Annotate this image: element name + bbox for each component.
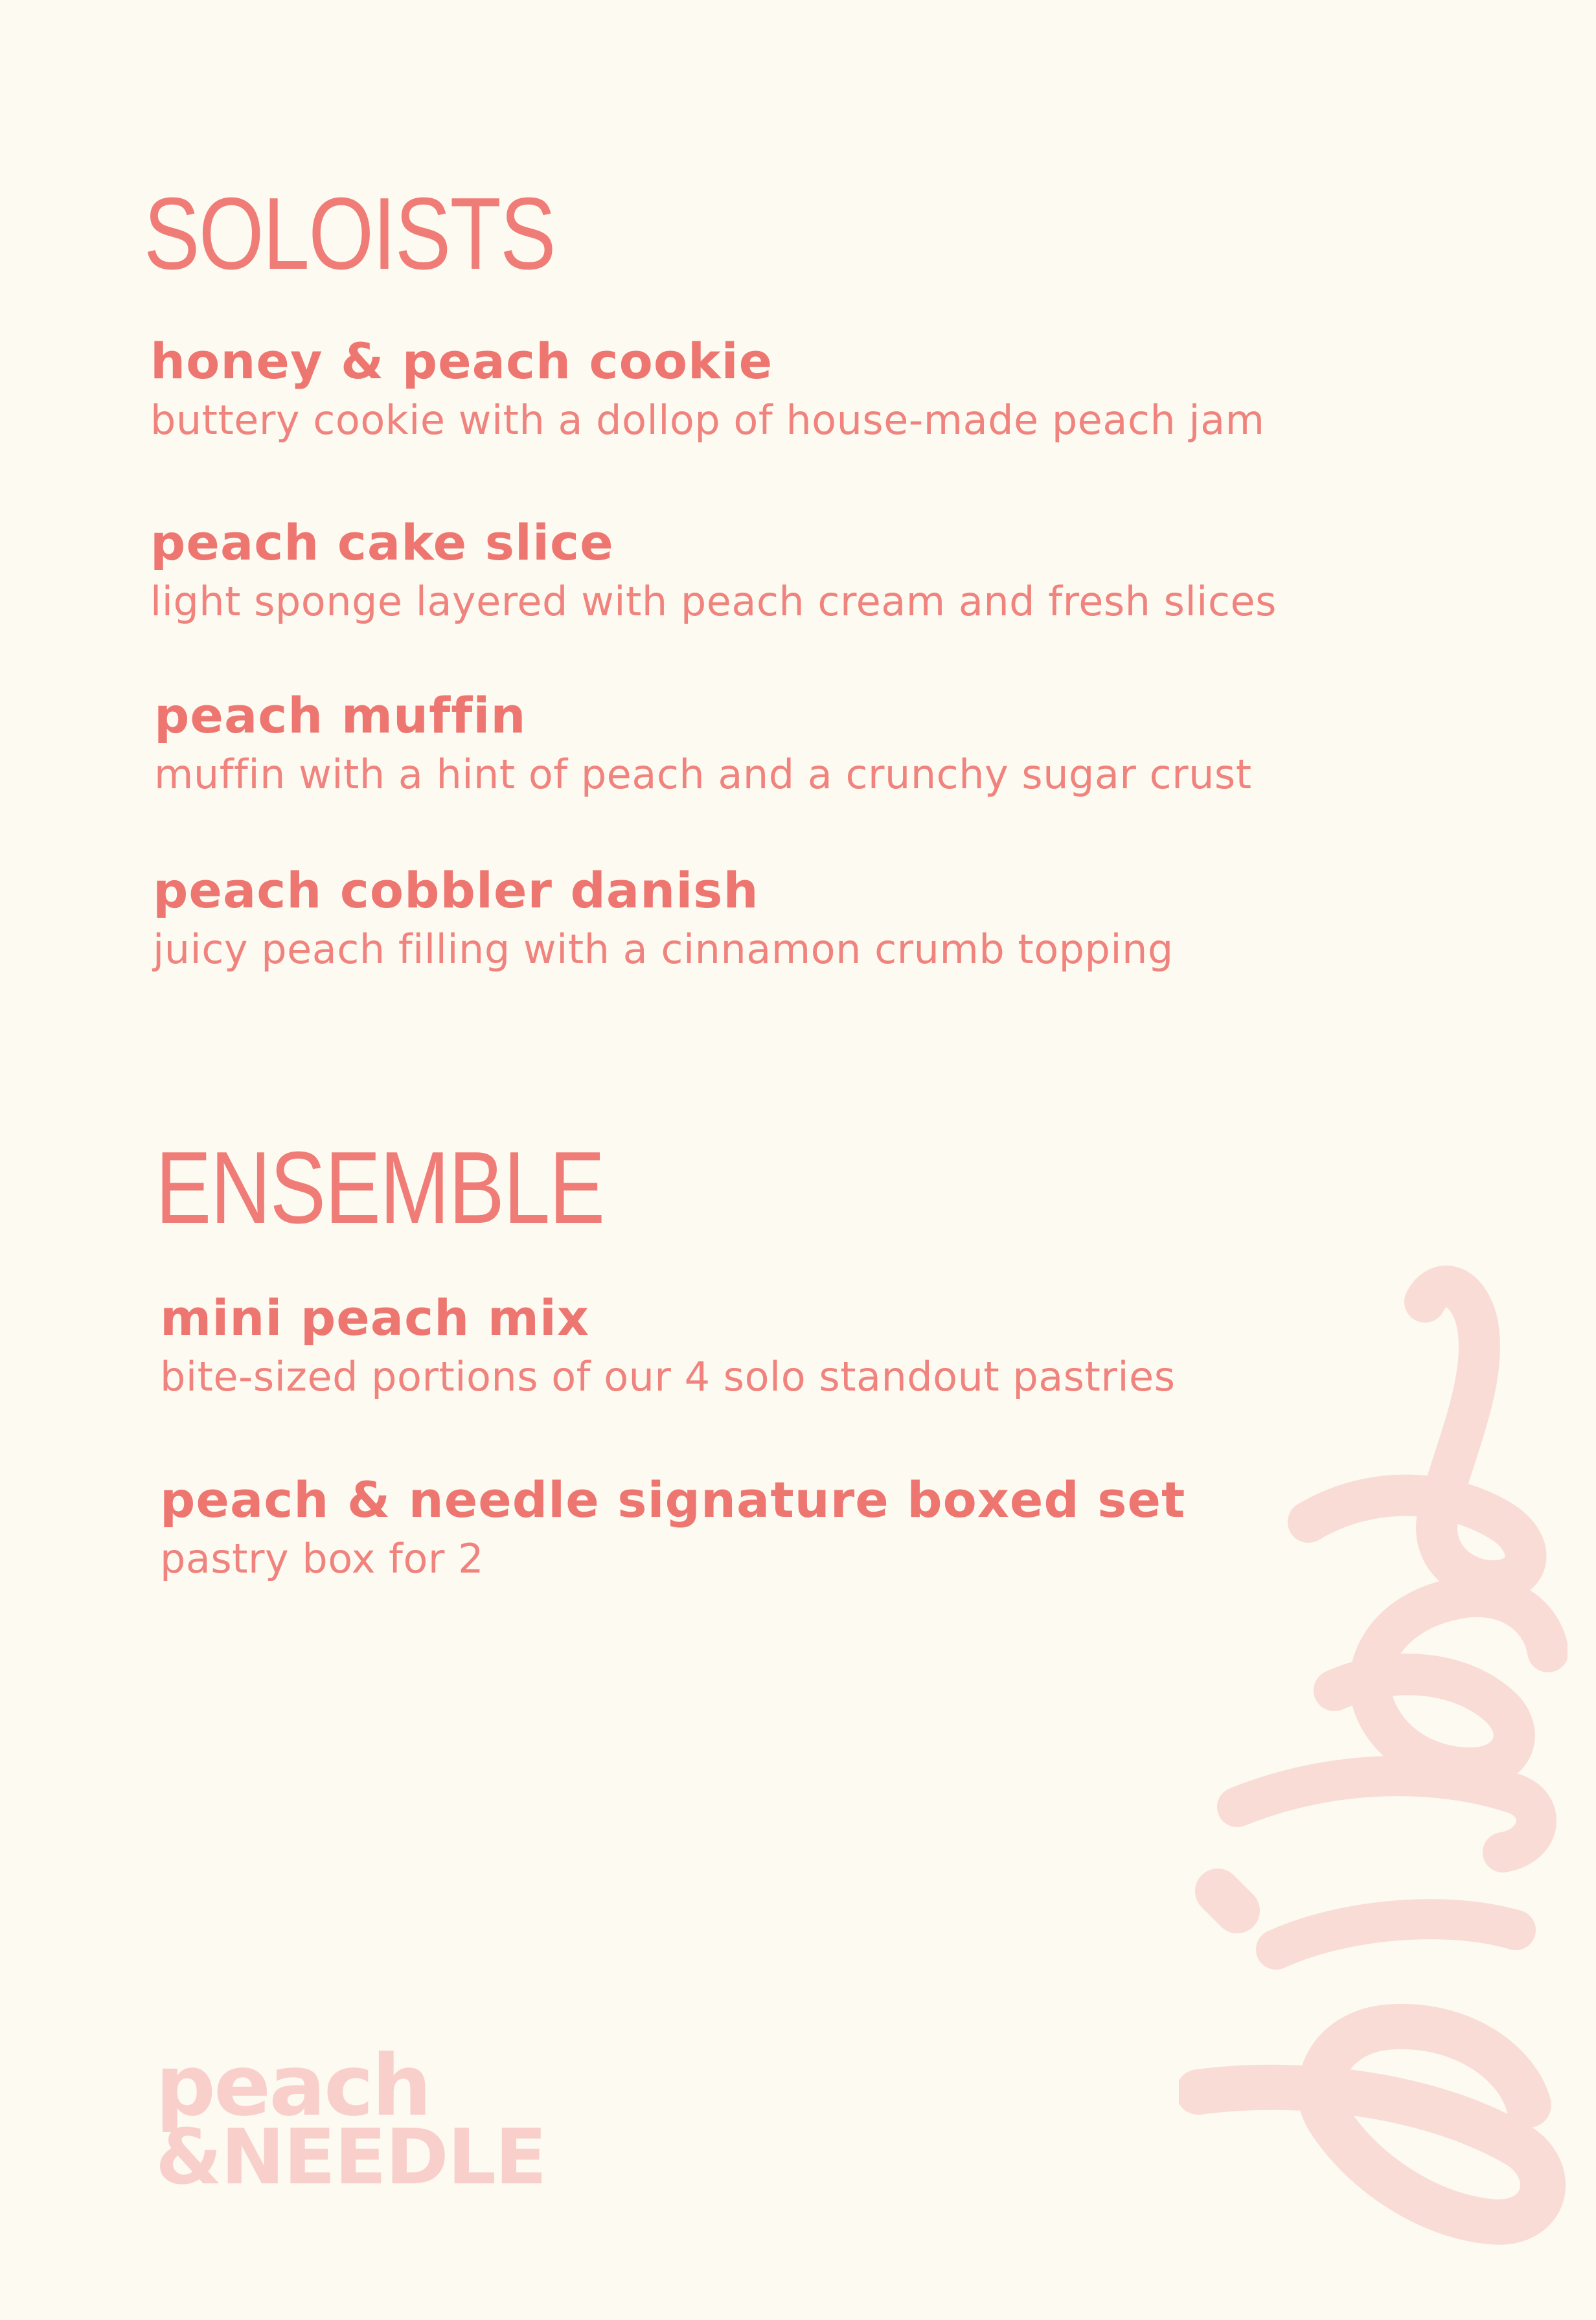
menu-item-description: pastry box for 2 — [160, 1535, 484, 1582]
menu-item-name: peach muffin — [154, 687, 527, 744]
menu-item-peach-cobbler-danish — [153, 859, 1174, 977]
menu-item-name: peach cake slice — [150, 514, 614, 571]
logo-text-peach: peach — [155, 2036, 430, 2135]
logo-text-needle: &NEEDLE — [155, 2112, 546, 2201]
menu-item-signature-boxed-set — [160, 1469, 1185, 1587]
menu-item-name: mini peach mix — [160, 1289, 589, 1347]
peach-and-needle-logo — [155, 2036, 546, 2201]
menu-item-peach-cake-slice — [150, 512, 1277, 630]
menu-item-peach-muffin — [154, 685, 1252, 802]
ensemble-heading: ENSEMBLE — [155, 1131, 604, 1245]
soloists-heading: SOLOISTS — [144, 177, 555, 291]
bites-script-watermark — [1179, 1250, 1568, 2260]
menu-item-honey-peach-cookie — [150, 330, 1265, 448]
menu-item-description: bite-sized portions of our 4 solo standout pastries — [160, 1353, 1176, 1400]
menu-item-description: juicy peach filling with a cinnamon crumb topping — [153, 926, 1174, 973]
menu-item-name: peach & needle signature boxed set — [160, 1471, 1186, 1529]
menu-item-mini-peach-mix — [160, 1287, 1176, 1405]
menu-item-description: light sponge layered with peach cream and fresh slices — [150, 578, 1277, 625]
menu-item-description: buttery cookie with a dollop of house-made peach jam — [150, 396, 1265, 444]
menu-item-name: honey & peach cookie — [150, 332, 773, 390]
menu-item-description: muffin with a hint of peach and a crunchy sugar crust — [154, 751, 1252, 798]
menu-item-name: peach cobbler danish — [153, 861, 759, 919]
